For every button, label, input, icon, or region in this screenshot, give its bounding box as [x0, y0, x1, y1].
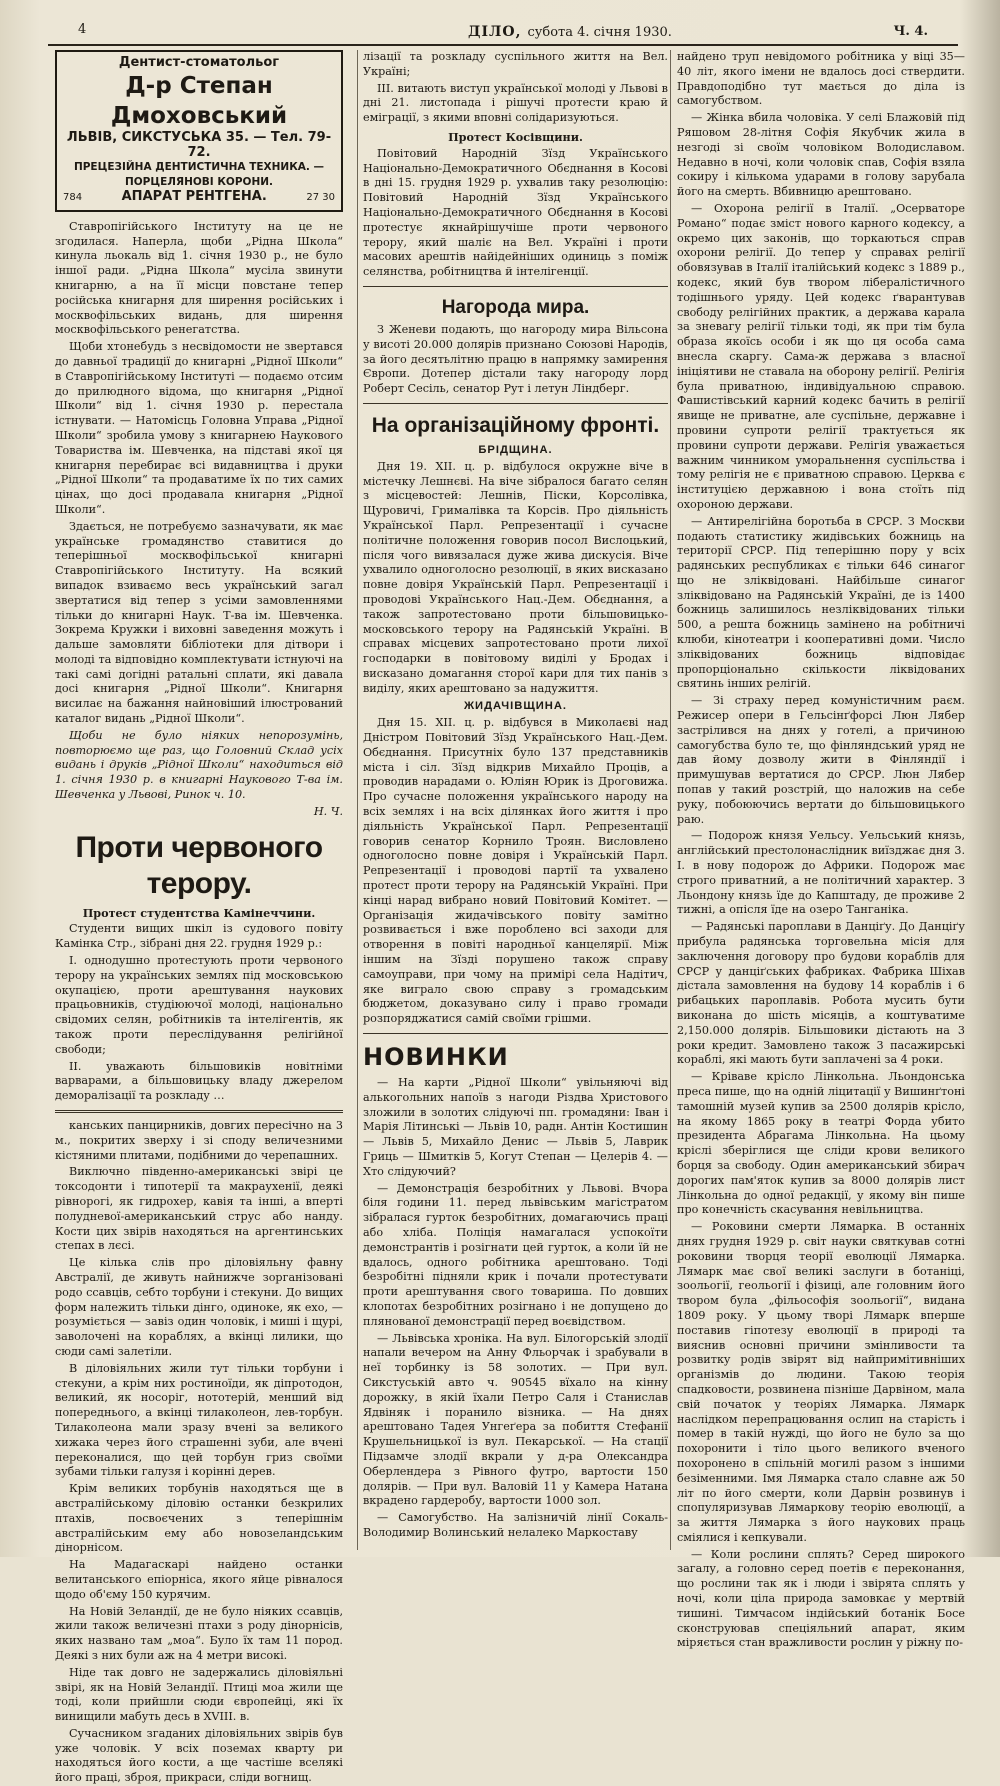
- issue-date: субота 4. січня 1930.: [527, 25, 672, 40]
- paragraph: В діловіяльних жили тут тільки торбуни і стекуни, а крім них ростиноїди, як діпротодон, великий, як носоріг, нототерій, менший від попереднього, а вкінці тилаколеон, лев-торбун. Тилаколеона мали зразу вчені за великого хижака через його страшенні зуби, але вчені переконалися, що цей торбун гриз своїми зубами тільки галузя і корінні дерев.: [55, 1361, 343, 1479]
- headline-news: НОВИНКИ: [363, 1043, 509, 1072]
- signature: Н. Ч.: [313, 804, 343, 818]
- paragraph: Ніде так довго не задержались діловіяльні звірі, як на Новій Зеландії. Птиці моа жили ще тоді, коли прийшли сюди європейці, які їх винищили мабуть десь в XVIII. в.: [55, 1665, 343, 1724]
- paragraph: ІІІ. витають виступ української молоді у Львові в дні 21. листопада і рішучі протести краю й еміграції, з якими вповні солідаризуються.: [363, 81, 668, 125]
- paragraph: З Женеви подають, що нагороду мира Вільсона у висоті 20.000 долярів признано Союзові Народів, за його десятьлітню працю в напрямку замирення Європи. Дотепер дістали таку нагороду лорд Роберт Сесіль, сенатор Рут і летун Ліндберг.: [363, 322, 668, 396]
- paragraph: Виключно південно-американські звірі це токсодонти і типотерії та макраухенії, деякі рівнорогі, як гидрохер, кавія та інші, а вперті полудневої-американський струс або нанду. Кости цих звірів находяться на аргентинських степах в лєсі.: [55, 1165, 343, 1253]
- column-1: [55, 50, 343, 1785]
- paragraph: Крім великих торбунів находяться ще в австралійському діловію останки безкрилих птахів, посвоєчених з теперішнім австралійським ему або новозеландським дінорнісом.: [55, 1482, 343, 1555]
- headline-red-terror: Проти червоного терору.: [75, 830, 323, 900]
- headline-organizational-front: На організаційному фронті.: [371, 413, 660, 437]
- ad-name: Д-р Степан Дмоховський: [110, 72, 288, 129]
- page-number: 4: [78, 22, 87, 37]
- news-item: — Зі страху перед комуністичним раєм. Режисер опери в Гельсінґфорсі Люн Лябер застрілився на днях у готелі, а причиною самогубства було те, що фінляндський уряд не дав йому дозволу жити в Фінляндії і примушував вертатися до СРСР. Люн Лябер попав у такий розстрій, що наложив на себе руку, побоюючись вертати до більшовицького раю.: [677, 694, 965, 826]
- news-item: — Охорона релігії в Італії. „Осерваторе Романо“ подає зміст нового карного кодексу, а окремо цих законів, що торкаються справ охорони релігії. До тепер у справах релігії обовязував в Італії італійський кодекс з 1889 р., кодекс, який був твором лібералістичного тодішнього уряду. Цей кодекс ґварантував свободу релігійних практик, а держава карала за зневагу релігії тільки тоді, як при тім була образа якоїсь особи і як що ця особа сама внесла скаргу. Сама-ж держава з власної ініціятиви не ставала на оборону релігії. Релігія була приватною, індивідуальною справою. Фашистівський карний кодекс бачить в релігії явище не приватне, але суспільне, державне і провини супроти релігії трактується як провини супроти держави. Релігія уважається важним чинником уморальнення суспільства і тому релігія не є приватною справою. Церква є інституцією державною і вона стоїть під охороною держави.: [677, 201, 965, 511]
- column-3: [670, 50, 965, 1650]
- paragraph: І. однодушно протестують проти червоного терору на українських землях під московською окупацією, проти арештування наукових працьовників, студіюючої молоді, національно свідомих селян, робітників та інтелігентів, як також проти переслідування релігійної свободи;: [55, 954, 343, 1056]
- paragraph: Щоби хтонебудь з несвідомости не звертався до давньої традиції до книгарні „Рідної Школи“ в Ставропігійському Інституті — подаємо отсим до прилюдного відома, що книгарня „Рідної Школи“ від 1. січня 1930 р. перестала істнувати. — Натомісць Головна Управа „Рідної Школи“ зробила умову з книгарнею Наукового Товариства ім. Шевченка, на підставі якої ця книгарня перебирає всі видавництва і друки „Рідної Школи“ та продаватиме їх по тих самих цінах, що досі продавала книгарня „Рідної Школи“.: [55, 340, 343, 516]
- divider: [363, 286, 668, 287]
- newspaper-title: [468, 24, 672, 40]
- news-item: — Самогубство. На залізничій лінії Сокаль-Володимир Волинський нелалеко Маркоставу: [363, 1511, 668, 1539]
- paragraph: Студенти вищих шкіл із судового повіту Камінка Стр., зібрані дня 22. грудня 1929 р.:: [55, 922, 343, 951]
- news-item: — Кріваве крісло Лінкольна. Льондонська преса пише, що на одній ліцитації у Вишинґтоні тамошній музей купив за 2500 долярів крісло, на якому 1865 року в театрі Форда убито президента Абрагама Лінкольна. На цьому кріслі зберіглися ще сліди крови великого борця за свободу. Один американський збирач дорогих пам'яток купив за 8000 долярів лист Лінкольна до одної редакції, у якому він пише про конечність скасування невільництва.: [677, 1070, 965, 1217]
- subheadline-brody: БРІДЩИНА.: [478, 443, 553, 456]
- news-item: — Коли рослини сплять? Серед широкого загалу, а головно серед поетів є переконання, що рослини так як і люди і звірята сплять у ночі, коли ціла природа замовкає у мертвій тишині. Тимчасом індійський ботанік Босе сконструював спеціяльний апарат, яким міряється стан вражливости рослин у ріжну по-: [677, 1547, 965, 1650]
- ad-address: ЛЬВІВ, СИКСТУСЬКА 35. — Тел. 79-72.: [66, 129, 332, 160]
- ad-code-left: 784: [63, 191, 83, 203]
- paragraph: Здається, не потребуємо зазначувати, як має українське громадянство ставитися до теперішньої москвофільської книгарні Ставропігійського Інституту. На всякий випадок взиваємо весь український загал звертатися від тепер з усіми замовленнями тільки до книгарні Наук. Т-ва ім. Шевченка. Зокрема Кружки і виховні заведення можуть і дальше замовляти бібліотеки для дітвори і молоді та відповідно комплектувати істнуючі на такі самі догідні ратальні сплати, які давала досі книгарня „Рідної Школи“. Книгарня висилає на бажання найновіший ілюстрований каталог видань „Рідної Школи“.: [55, 519, 343, 726]
- ad-profession: Дентист-стоматольог: [118, 55, 280, 70]
- news-item: — На карти „Рідної Школи“ увільняючі від алькогольних напоїв з нагоди Різдва Христового зложили в золотих слідуючі пп. громадяни: Іван і Марія Літинські — Львів 10, радн. Антін Костишин — Львів 5, Михайло Денис — Львів 5, Лаврик Гриць — Шмитків 5, Когут Степан — Целерів 4. — Хто слідуючий?: [363, 1076, 668, 1178]
- ad-footer: [63, 190, 335, 206]
- issue-number: Ч. 4.: [893, 24, 928, 39]
- section-divider: [55, 1110, 343, 1113]
- paragraph: канських панцирників, довгих пересічно на 3 м., покритих зверху і зі споду величезними кістяними плитами, подібними до черепашних.: [55, 1119, 343, 1162]
- news-item: — Радянські пароплави в Данціґу. До Данціґу прибула радянська торговельна місія для заключення договору про будови кораблів для СРСР у данціґських фабриках. Фабрика Шіхав дістала замовлення на будову 14 кораблів і 6 рибацьких пароплавів. Робота мусить бути виконана до шість місяців, а коштуватиме 2,150.000 долярів. Більшовики дістають на 3 роки кредит. Замовлено також 3 пасажирські кораблі, які мають бути заплачені за 4 роки.: [677, 920, 965, 1067]
- news-item: — Жінка вбила чоловіка. У селі Блажовій під Ряшовом 28-літня Софія Якубчик жила в незгоді зі своїм чоловіком Володиславом. Недавно в ночі, коли чоловік спав, Софія взяла сокиру і кількома ударами в голову зарубала його на смерть. Вбивницю арештовано.: [677, 111, 965, 199]
- paragraph: На Новій Зеландії, де не було ніяких ссавців, жили також величезні птахи з роду дінорнісів, яких названо там „моа“. Було їх там 11 пород. Деякі з них були аж на 4 метри високі.: [55, 1604, 343, 1662]
- news-item: — Подорож князя Уельсу. Уельський князь, англійський престолонаслідник виїзджає дня 3. І. в нову подорож до Африки. Подорож має строго приватний, а не політичний характер. З Льондону князь їде до Капштаду, де проживе 2 тижні, а опісля їде на озеро Танганіка.: [677, 829, 965, 917]
- paragraph: Сучасником згаданих діловіяльних звірів був уже чоловік. У всіх поземах кварту ри находяться його кости, а ще частіше вселякі його праці, зброя, прикраси, сліди вогнищ.: [55, 1726, 343, 1785]
- paragraph: Повітовий Народній Зїзд Українського Національно-Демократичного Обєднання в Косові в дні 15. грудня 1929 р. ухвалив таку резолюцію: Повітовий Народній Зїзд Українського Національно-Демократичного Обєднання в Косові протестує якнайрішучіше проти червоного терору, який шаліє на Вел. Україні і проти масових арештів найідейніших одиниць з поміж селянства, робітництва й інтелігенції.: [363, 146, 668, 279]
- paragraph: Щоби не було ніяких непорозумінь, повторюємо ще раз, що Головний Склад усіх видань і друків „Рідної Школи“ находиться від 1. січня 1930 р. в книгарні Наукового Т-ва ім. Шевченка у Львові, Ринок ч. 10.: [55, 728, 343, 802]
- paragraph: Ставропігійського Інституту на це не згодилася. Наперла, щоби „Рідна Школа“ кинула льокаль від 1. січня 1930 р., не було іншої ради. „Рідна Школа“ мусіла звинути книгарню, а на її місци повстане тепер російська книгарня для ширення російських і москвофільських видань, для ширення москвофільського ренегатства.: [55, 219, 343, 337]
- paragraph: На Мадагаскарі найдено останки велитанського епіорніса, якого яйце рівналося щодо об'єму 150 курячим.: [55, 1558, 343, 1601]
- paragraph: лізації та розкладу суспільного життя на Вел. Україні;: [363, 50, 668, 78]
- dentist-advertisement: [55, 50, 343, 212]
- column-2: [357, 50, 668, 1550]
- title-text: ДІЛО,: [468, 24, 522, 40]
- news-item: — Роковини смерти Лямарка. В останніх днях грудня 1929 р. світ науки святкував сотні роковини творця теорії еволюції Лямарка. Лямарк має свої великі заслуги в ботаніці, зоольогії, геольогії і фізиці, але головним його твором була „фільософія зоольогії“, видана 1809 року. У цьому творі Лямарк вперше поставив гіпотезу еволюції в природі та вияснив основні причини змінливости та розвитку родів звірят від найпримітивніших організмів до людини. Такою теорія спадковости, розвинена пізніше Дарвіном, мала свій початок у теоріях Лямарка. Лямарк наслідком перепрацювання ослип на старість і помер в такій нужді, що його не було за що похоронити і тіло цього великого вченого похоронено в спільній могилі разом з іншими безіменними. Імя Лямарка стало славне аж 50 літ по його смерти, коли Дарвін розвинув і спопуляризував Лямаркову теорію еволюції, а за життя Лямарка з його наукових праць сміялися і кепкували.: [677, 1220, 965, 1544]
- ad-services: ПРЕЦЕЗІЙНА ДЕНТИСТИЧНА ТЕХНИКА. — ПОРЦЕЛЯНОВІ КОРОНИ.: [73, 161, 325, 189]
- subheadline-kosiv: Протест Косівщини.: [448, 129, 583, 144]
- paragraph: найдено труп невідомого робітника у віці 35—40 літ, якого імени не вдалось досі ствердити. Правдоподібно тут мається до діла із самогубством.: [677, 50, 965, 108]
- news-item: — Львівська хроніка. На вул. Білогорській злодії напали вечером на Анну Фльорчак і зрабували в неї торбинку із 58 золотих. — При вул. Сикстуській авто ч. 90545 вїхало на кінну дорожку, в якій їхали Петро Саля і Станислав Ядвіняк і поранило візника. — На днях арештовано Тадея Унгеґера за побиття Стефанії Крушельницької із вул. Пекарської. — На стації Підзамче злодії вкрали у д-ра Олександра Оберлендера з Рівного футро, вартости 150 долярів. — При вул. Валовій 11 у Камера Натана вкрадено гардеробу, вартости 1000 зол.: [363, 1331, 668, 1508]
- news-item: — Антирелігійна боротьба в СРСР. З Москви подають статистику жидівських божниць на території СРСР. Під теперішню пору у всіх радянських республиках є тільки 646 синагог що не зліквідовані. Найбільше синагог зліквідовано на Радянській Україні, де із 1400 божниць залишилось незліквідованих тільки 500, а решта божниць замінено на робітничі клюби, кінотеатри і кооперативні доми. Число зліквідованих божниць відповідає пропорціонально скількости ліквідованих святинь інших релігій.: [677, 514, 965, 691]
- subheadline-zhydachiv: ЖИДАЧІВЩИНА.: [463, 700, 568, 713]
- ad-code-right: 27 30: [306, 191, 335, 203]
- divider: [363, 1033, 668, 1034]
- paragraph: Це кілька слів про діловіяльну фавну Австралії, де живуть найнижче зорганізовані родо ссавців, себто торбуни і стекуни. До вищих форм належить тільки дінго, одиноке, як ехо, — розуміється — завіз один чоловік, і миші і щурі, заволочені на кораблях, а вкінці лилики, що сюди самі залетіли.: [55, 1256, 343, 1358]
- paragraph: ІІ. уважають більшовиків новітніми варварами, а більшовицьку владу джерелом деморалізації та розкладу …: [55, 1059, 343, 1103]
- news-item: — Демонстрація безробітних у Львові. Вчора біля години 11. перед львівським магістратом зібралася гурток безробітних, домагаючись праці або хліба. Поліція намагалася успокоїти демонстрантів і розігнати цей гурток, а коли їй не вдалось, одного робітника арештовано. Тоді безробітні підняли крик і почали протестувати проти арештування свого товариша. По довших клопотах безробітних розігнано і не допущено до плянованої демонстрації перед воєвідством.: [363, 1181, 668, 1328]
- page-header: [48, 22, 958, 46]
- divider: [363, 403, 668, 404]
- subheadline-kaminka: Протест студентства Камінеччини.: [82, 905, 316, 920]
- ad-xray: АПАРАТ РЕНТГЕНА.: [121, 188, 267, 204]
- headline-peace-prize: Нагорода мира.: [441, 296, 590, 318]
- paragraph: Дня 15. XII. ц. р. відбувся в Миколаєві над Дністром Повітовий Зїзд Українського Нац.-Дем. Обєднання. Присутніх було 137 представників міста і сіл. Зїзд відкрив Михайло Проців, а проводив нарадами о. Юліян Юрик із Дроговижа. Про сучасне положення українського народу на всіх землях і на всіх ділянках його життя і про діяльність Української Парл. Репрезентації говорив сенатор Корнило Троян. Висловлено одноголосно повне довіря і Українській Парл. Репрезентації і проводові партії та ухвалено протест проти терору на Радянській Україні. При кінці нарад вибрано новий Повітовий Комітет. — Організація жидачівського повіту замітно розвивається і вже пороблено всі заходи для отворення в повіті народньої канцелярії. Між іншим на Зїзді порушено також справу самоуправи, при чому на примірі села Надітич, яке виграло свою справу з громадським бюджетом, доказувано силу і право громади розпоряджатися самій своїми грішми.: [363, 716, 668, 1026]
- paragraph: Дня 19. XII. ц. р. відбулося окружне віче в містечку Лешнєві. На віче зібралося багато селян з місцевостей: Лешнів, Піски, Корсолівка, Щуровичі, Грималівка та Корсів. Про діяльність Української Парл. Репрезентації і сучасне політичне положення говорив посол Вислоцький, після чого вивязалася дуже жива дискусія. Віче ухвалило одноголосно резолюції, в яких висказано повне довіря Українській Парл. Репрезентації і проводові Українського Нац.-Дем. Обєднання, а також запротестовано проти більшовицько-московського терору на Радянській Україні. В справах місцевих запротестовано проти лихої господарки в повітовому виділі у Бродах і висказано домагання сторої кари для тих панів з виділу, яких арештовано за надужиття.: [363, 459, 668, 695]
